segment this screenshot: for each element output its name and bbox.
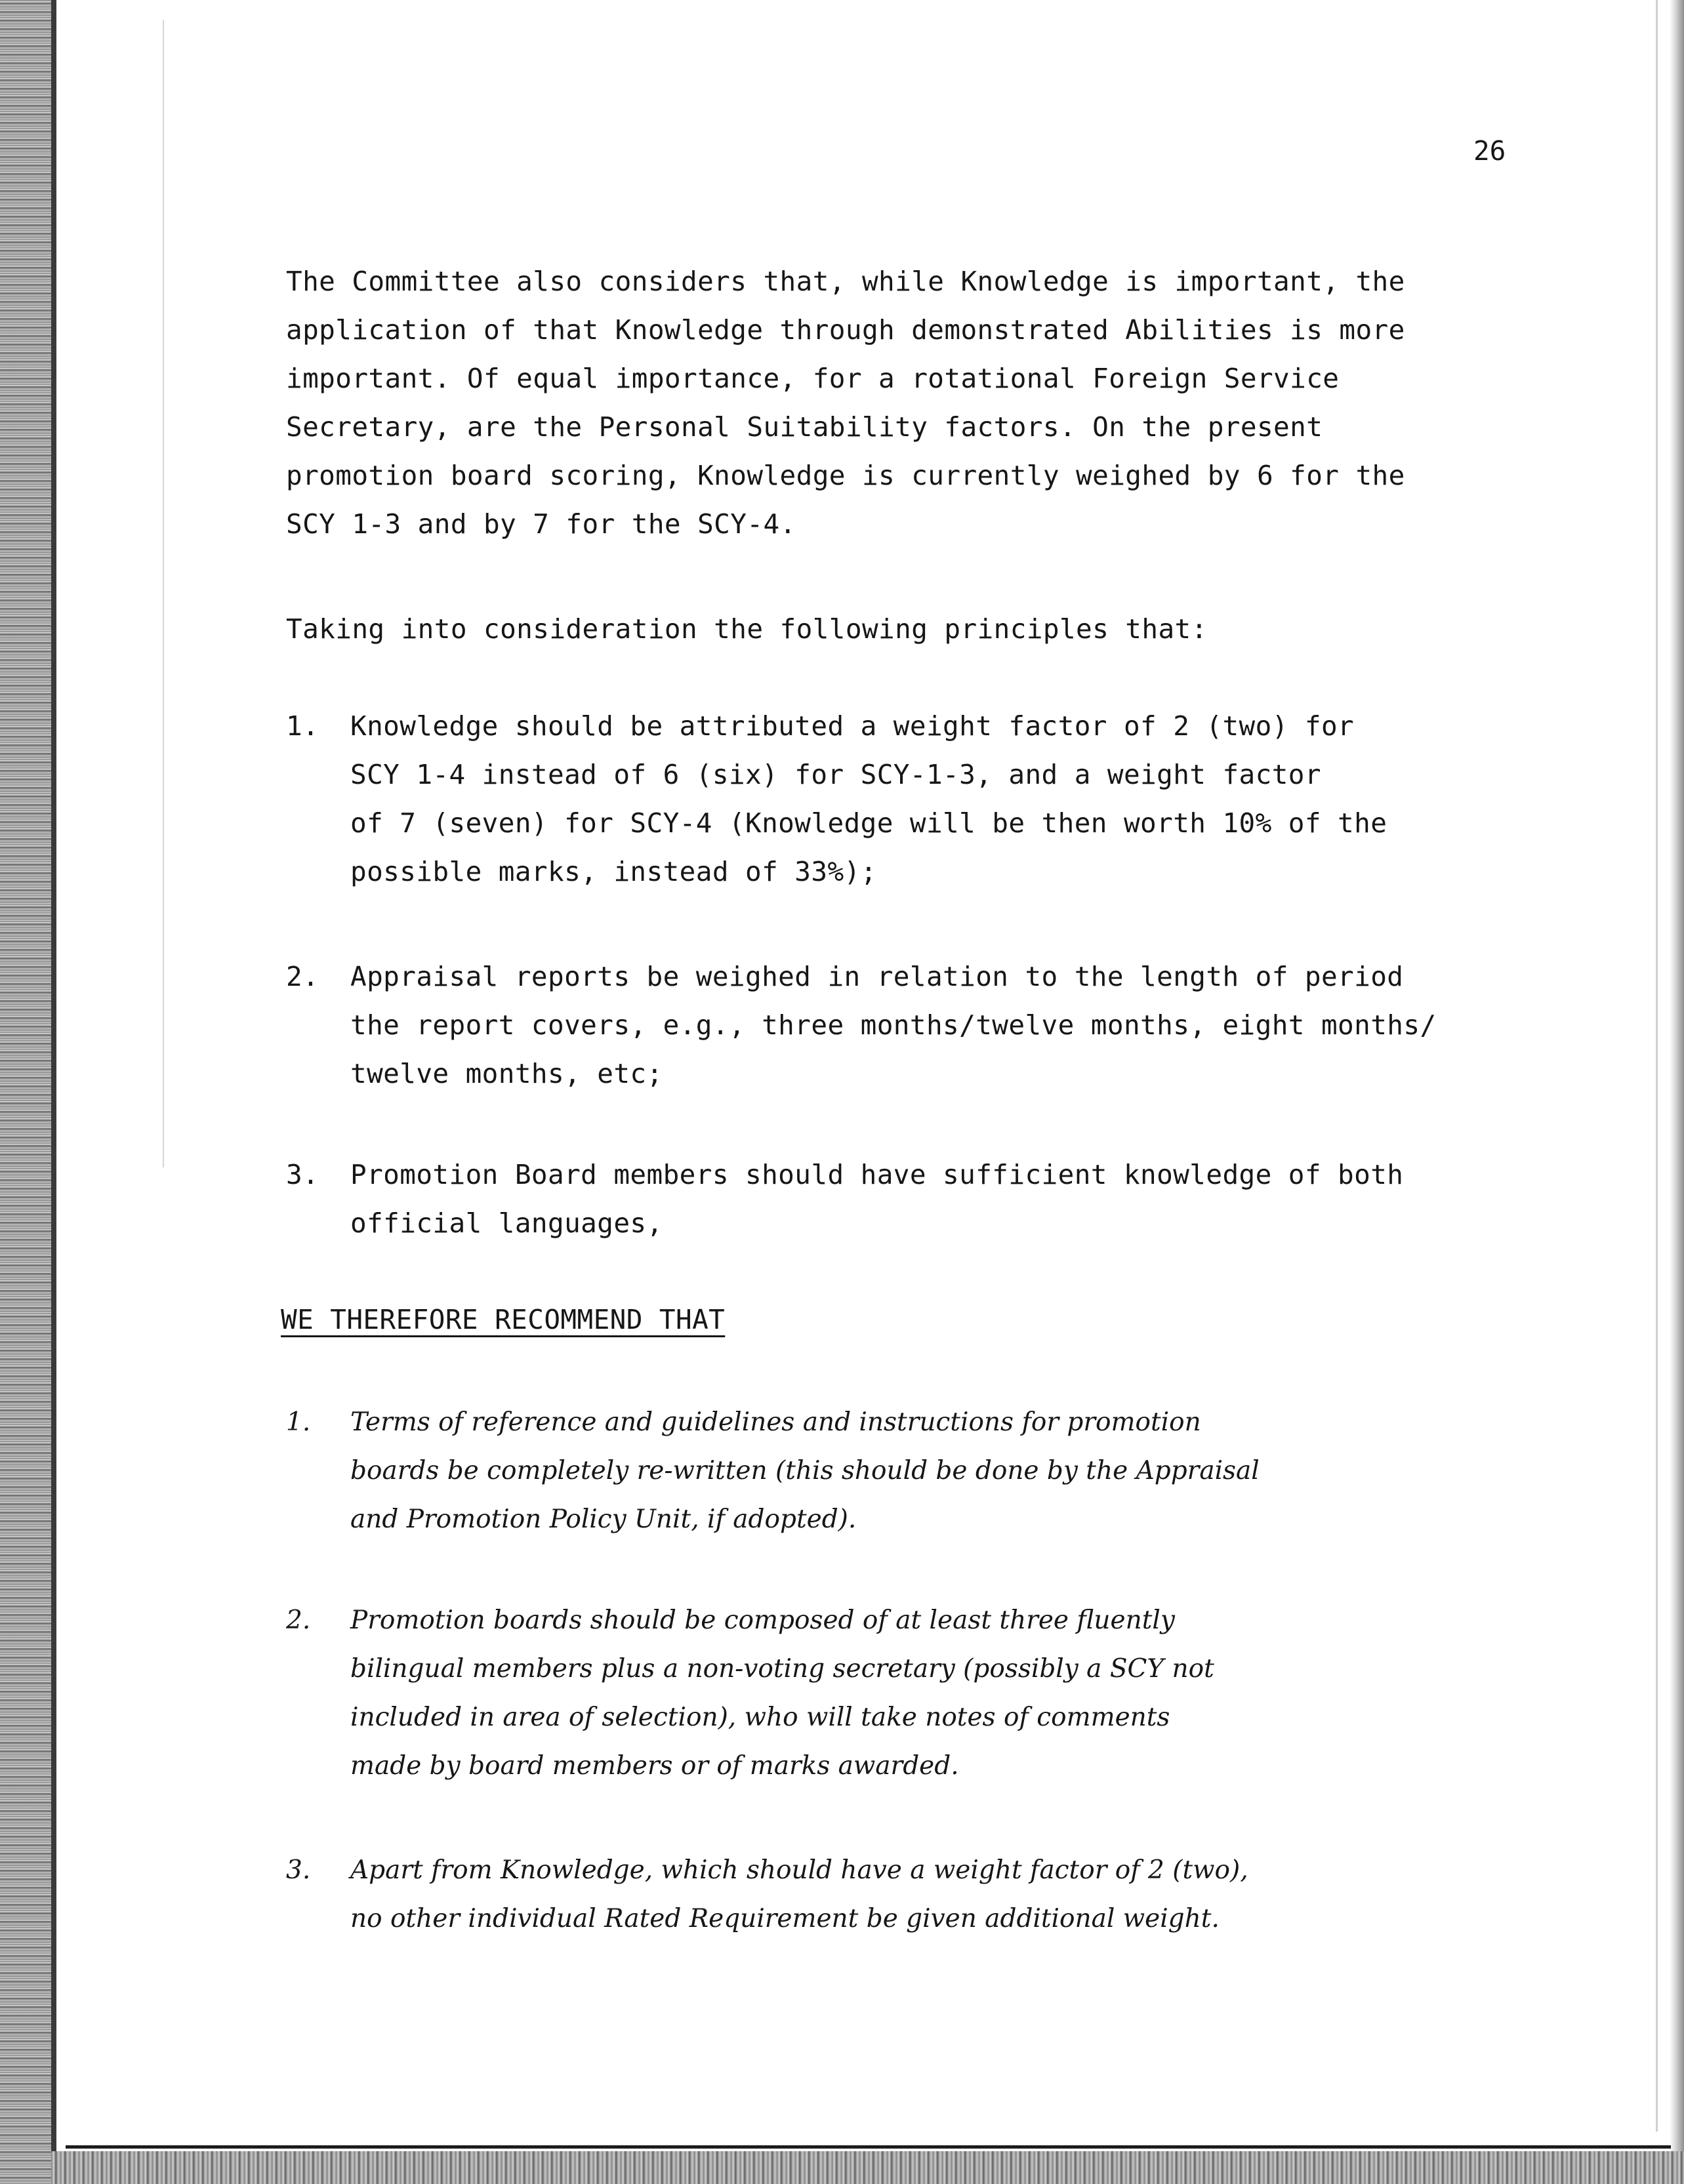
scan-edge-bottom-line (66, 2145, 1671, 2149)
scan-edge-right-line (1656, 0, 1658, 2132)
item-line: Terms of reference and guidelines and instructions for promotion (350, 1407, 1201, 1437)
item-number: 2. (286, 961, 319, 992)
recommend-heading: WE THEREFORE RECOMMEND THAT (281, 1304, 726, 1335)
paragraph-line: important. Of equal importance, for a rotational Foreign Service (286, 363, 1340, 394)
item-line: no other individual Rated Requirement be given additional weight. (350, 1904, 1220, 1933)
item-text (350, 1398, 1260, 1544)
item-text (350, 952, 1437, 1098)
item-text (350, 1846, 1248, 1943)
item-line: of 7 (seven) for SCY-4 (Knowledge will be then worth 10% of the (350, 807, 1387, 839)
item-line: Appraisal reports be weighed in relation to the length of period (350, 961, 1404, 992)
item-line: and Promotion Policy Unit, if adopted). (350, 1505, 857, 1534)
page-number: 26 (1473, 135, 1506, 167)
margin-rule (163, 20, 164, 1167)
item-line: Apart from Knowledge, which should have a weight factor of 2 (two), (350, 1855, 1248, 1885)
item-line: the report covers, e.g., three months/twelve months, eight months/ (350, 1009, 1437, 1041)
item-line: twelve months, etc; (350, 1058, 663, 1089)
item-line: Promotion Board members should have sufficient knowledge of both (350, 1159, 1404, 1190)
item-number: 3. (286, 1159, 319, 1190)
item-line: bilingual members plus a non-voting secretary (possibly a SCY not (350, 1654, 1214, 1684)
item-text (350, 1150, 1403, 1247)
paragraph-line: The Committee also considers that, while Knowledge is important, the (286, 266, 1405, 297)
item-text (350, 702, 1387, 896)
paragraph-line: application of that Knowledge through demonstrated Abilities is more (286, 314, 1405, 346)
principles-intro (286, 605, 1487, 653)
item-line: boards be completely re-written (this should be done by the Appraisal (350, 1456, 1260, 1486)
item-number: 3. (286, 1855, 311, 1885)
item-line: Promotion boards should be composed of at least three fluently (350, 1606, 1175, 1635)
item-number: 2. (286, 1606, 311, 1635)
item-number: 1. (286, 1407, 311, 1437)
scan-edge-left (0, 0, 51, 2184)
item-line: made by board members or of marks awarded. (350, 1751, 959, 1781)
scan-edge-right (1670, 0, 1684, 2184)
paragraph-line: Taking into consideration the following principles that: (286, 613, 1208, 645)
paragraph-line: promotion board scoring, Knowledge is currently weighed by 6 for the (286, 460, 1405, 491)
item-line: possible marks, instead of 33%); (350, 856, 877, 887)
item-line: Knowledge should be attributed a weight factor of 2 (two) for (350, 710, 1355, 742)
item-line: included in area of selection), who will take notes of comments (350, 1703, 1170, 1732)
scan-edge-left-shadow (51, 0, 56, 2184)
intro-paragraph (286, 257, 1487, 548)
item-line: official languages, (350, 1207, 663, 1239)
scan-edge-bottom (51, 2151, 1684, 2184)
paragraph-line: Secretary, are the Personal Suitability factors. On the present (286, 411, 1323, 443)
item-line: SCY 1-4 instead of 6 (six) for SCY-1-3, and a weight factor (350, 759, 1321, 790)
paragraph-line: SCY 1-3 and by 7 for the SCY-4. (286, 508, 796, 540)
item-text (350, 1596, 1214, 1790)
item-number: 1. (286, 710, 319, 742)
